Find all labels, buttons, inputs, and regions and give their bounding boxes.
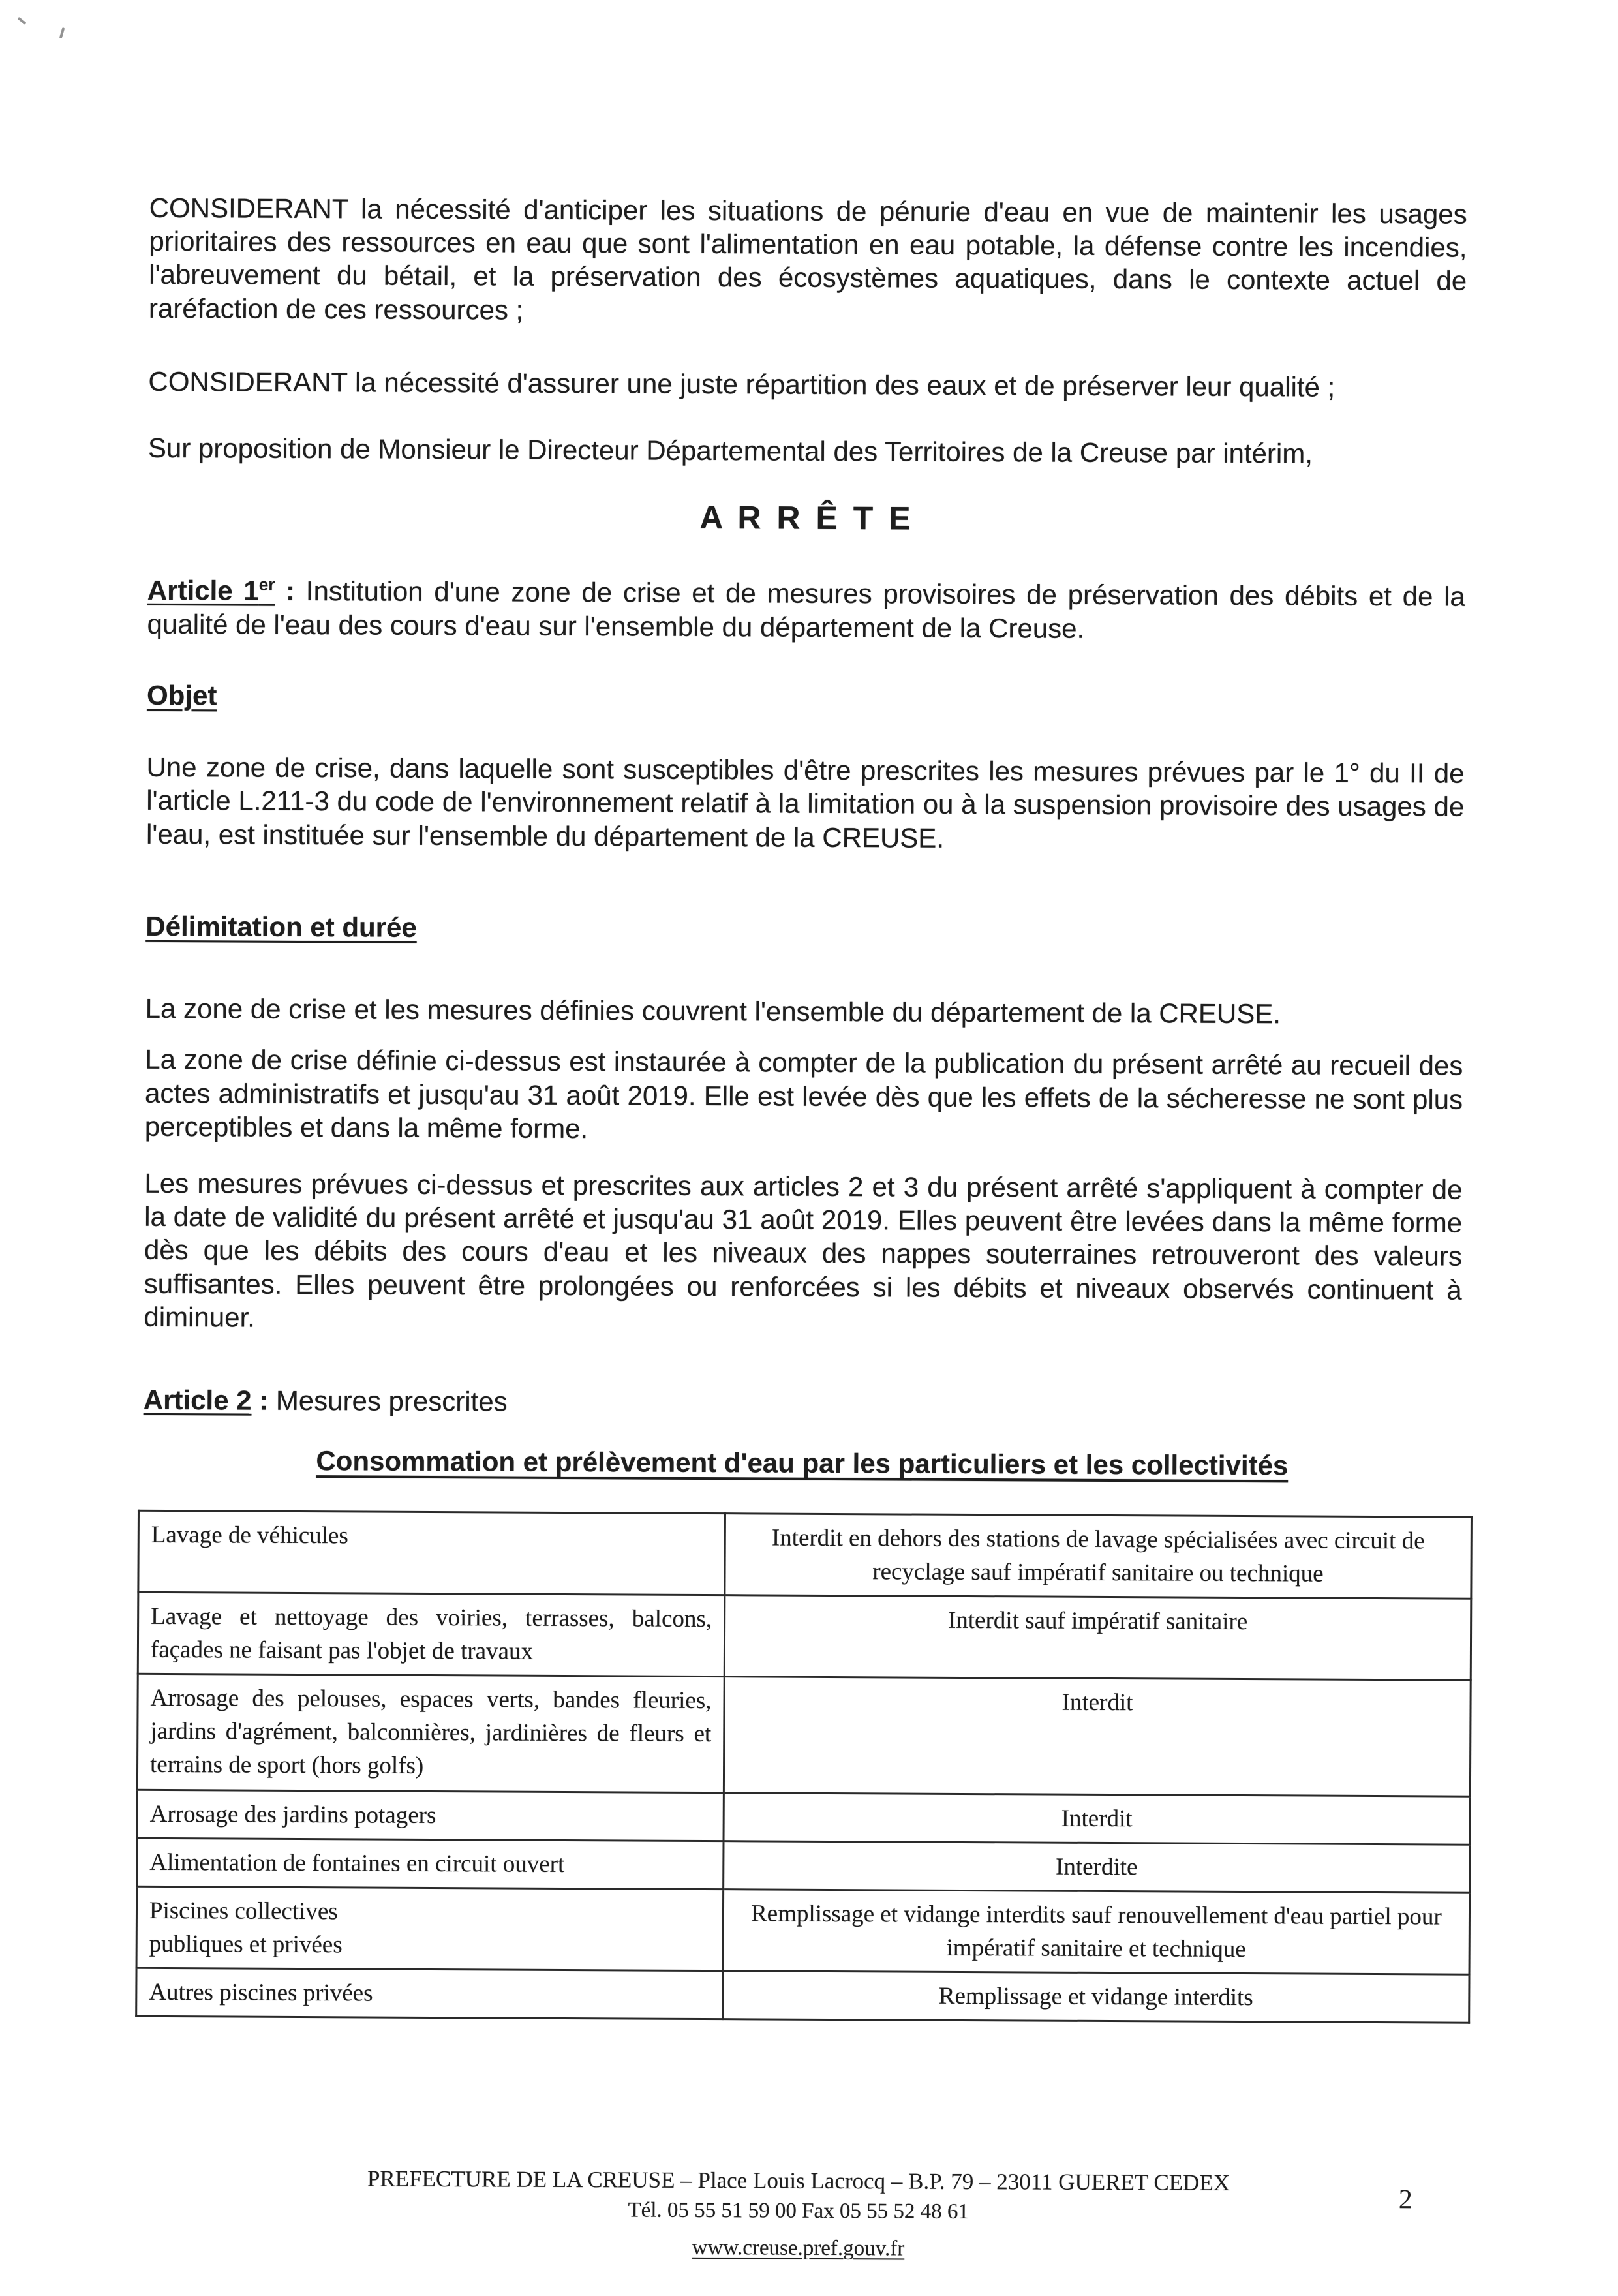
table-row (137, 1838, 1470, 1893)
arrete-title: A R R Ê T E (699, 499, 914, 537)
usage-cell: Arrosage des pelouses, espaces verts, bandes fleuries, jardins d'agrément, balconnières, jardinières de fleurs et terrains de sport (hors golfs) (137, 1674, 724, 1792)
table-row (138, 1510, 1472, 1599)
measure-cell: Remplissage et vidange interdits (723, 1971, 1469, 2023)
article-1-label (147, 575, 275, 606)
measure-cell: Interdit (724, 1793, 1470, 1845)
paragraph-zone-instauree: La zone de crise définie ci-dessus est instaurée à compter de la publication du présent arrêté au recueil des actes administratifs et jusqu'au 31 août 2019. Elle est levée dès que les effets de la sécheresse ne sont plus perceptibles et dans la même forme. (144, 1044, 1463, 1144)
measure-cell: Interdit sauf impératif sanitaire (724, 1595, 1471, 1681)
scan-artifact (18, 17, 27, 25)
usage-cell: Autres piscines privées (136, 1968, 723, 2019)
usage-cell: Lavage de véhicules (138, 1510, 725, 1595)
footer (139, 2164, 1458, 2265)
article-1-ordinal: er (258, 575, 275, 595)
heading-delimitation: Délimitation et durée (145, 910, 417, 943)
paragraph-mesures-prevues: Les mesures prévues ci-dessus et prescrites aux articles 2 et 3 du présent arrêté s'appliquent à compter de la date de validité du présent arrêté et jusqu'au 31 août 2019. Elles peuvent être levées dans la même forme dès que les débits des cours d'eau et les niveaux des nappes souterraines retrouveront des valeurs suffisantes. Elles peuvent être prolongées ou renforcées si les débits et niveaux observés continuent à diminuer. (144, 1167, 1463, 1333)
article-1-separator: : (275, 575, 306, 607)
paragraph-sur-proposition: Sur proposition de Monsieur le Directeur Départemental des Territoires de la Creuse par intérim, (147, 432, 1313, 469)
measure-cell: Remplissage et vidange interdits sauf renouvellement d'eau partiel pour impératif sanitaire et technique (723, 1890, 1470, 1975)
footer-website-link: www.creuse.pref.gouv.fr (692, 2236, 905, 2261)
article-1-label-text: Article 1 (147, 575, 259, 607)
table-row (138, 1592, 1471, 1680)
table-row (136, 1968, 1469, 2023)
paragraph-considerant-1: CONSIDERANT la nécessité d'anticiper les situations de pénurie d'eau en vue de maintenir les usages prioritaires des ressources en eau que sont l'alimentation en eau potable, la défense contre les incendies, l'abreuvement du bétail, et la préservation des écosystèmes aquatiques, dans le contexte actuel de raréfaction de ces ressources ; (148, 192, 1467, 326)
measure-cell: Interdit en dehors des stations de lavage spécialisées avec circuit de recyclage sauf impératif sanitaire ou technique (725, 1514, 1472, 1599)
article-2-text: Mesures prescrites (275, 1385, 508, 1417)
table-row (137, 1674, 1471, 1796)
usage-cell: Arrosage des jardins potagers (137, 1790, 724, 1841)
document-content (139, 1, 1468, 2265)
paragraph-une-zone: Une zone de crise, dans laquelle sont susceptibles d'être prescrites les mesures prévues par le 1° du II de l'article L.211-3 du code de l'environnement relatif à la limitation ou à la suspension provisoire des usages de l'eau, est instituée sur l'ensemble du département de la CREUSE. (145, 751, 1465, 853)
footer-phone-fax: Tél. 05 55 51 59 00 Fax 05 55 52 48 61 (628, 2198, 969, 2224)
paragraph-article-1 (147, 574, 1465, 647)
paragraph-considerant-2: CONSIDERANT la nécessité d'assurer une juste répartition des eaux et de préserver leur qualité ; (148, 365, 1336, 403)
table-subtitle: Consommation et prélèvement d'eau par les particuliers et les collectivités (316, 1445, 1289, 1481)
usage-cell: Lavage et nettoyage des voiries, terrasses, balcons, façades ne faisant pas l'objet de travaux (138, 1592, 725, 1676)
article-2-separator: : (251, 1385, 277, 1416)
measures-table (135, 1510, 1473, 2024)
article-1-text: Institution d'une zone de crise et de mesures provisoires de préservation des débits et de la qualité de l'eau des cours d'eau sur l'ensemble du département de la Creuse. (147, 575, 1465, 644)
footer-website-line (139, 2232, 1457, 2265)
usage-cell: Alimentation de fontaines en circuit ouvert (137, 1838, 724, 1889)
table-row (137, 1790, 1470, 1844)
footer-address: PREFECTURE DE LA CREUSE – Place Louis Lacrocq – B.P. 79 – 23011 GUERET CEDEX (367, 2166, 1230, 2196)
table-row (136, 1886, 1470, 1974)
scan-artifact (59, 27, 65, 38)
usage-cell: Piscines collectives publiques et privées (136, 1886, 724, 1970)
article-2-label: Article 2 (143, 1384, 252, 1416)
measure-cell: Interdite (724, 1841, 1470, 1893)
measure-cell: Interdit (724, 1677, 1471, 1797)
paragraph-zone-couvrent: La zone de crise et les mesures définies couvrent l'ensemble du département de la CREUSE. (145, 992, 1281, 1030)
heading-objet: Objet (146, 679, 217, 711)
page-number: 2 (1398, 2184, 1412, 2215)
paragraph-article-2 (144, 1383, 1461, 1423)
